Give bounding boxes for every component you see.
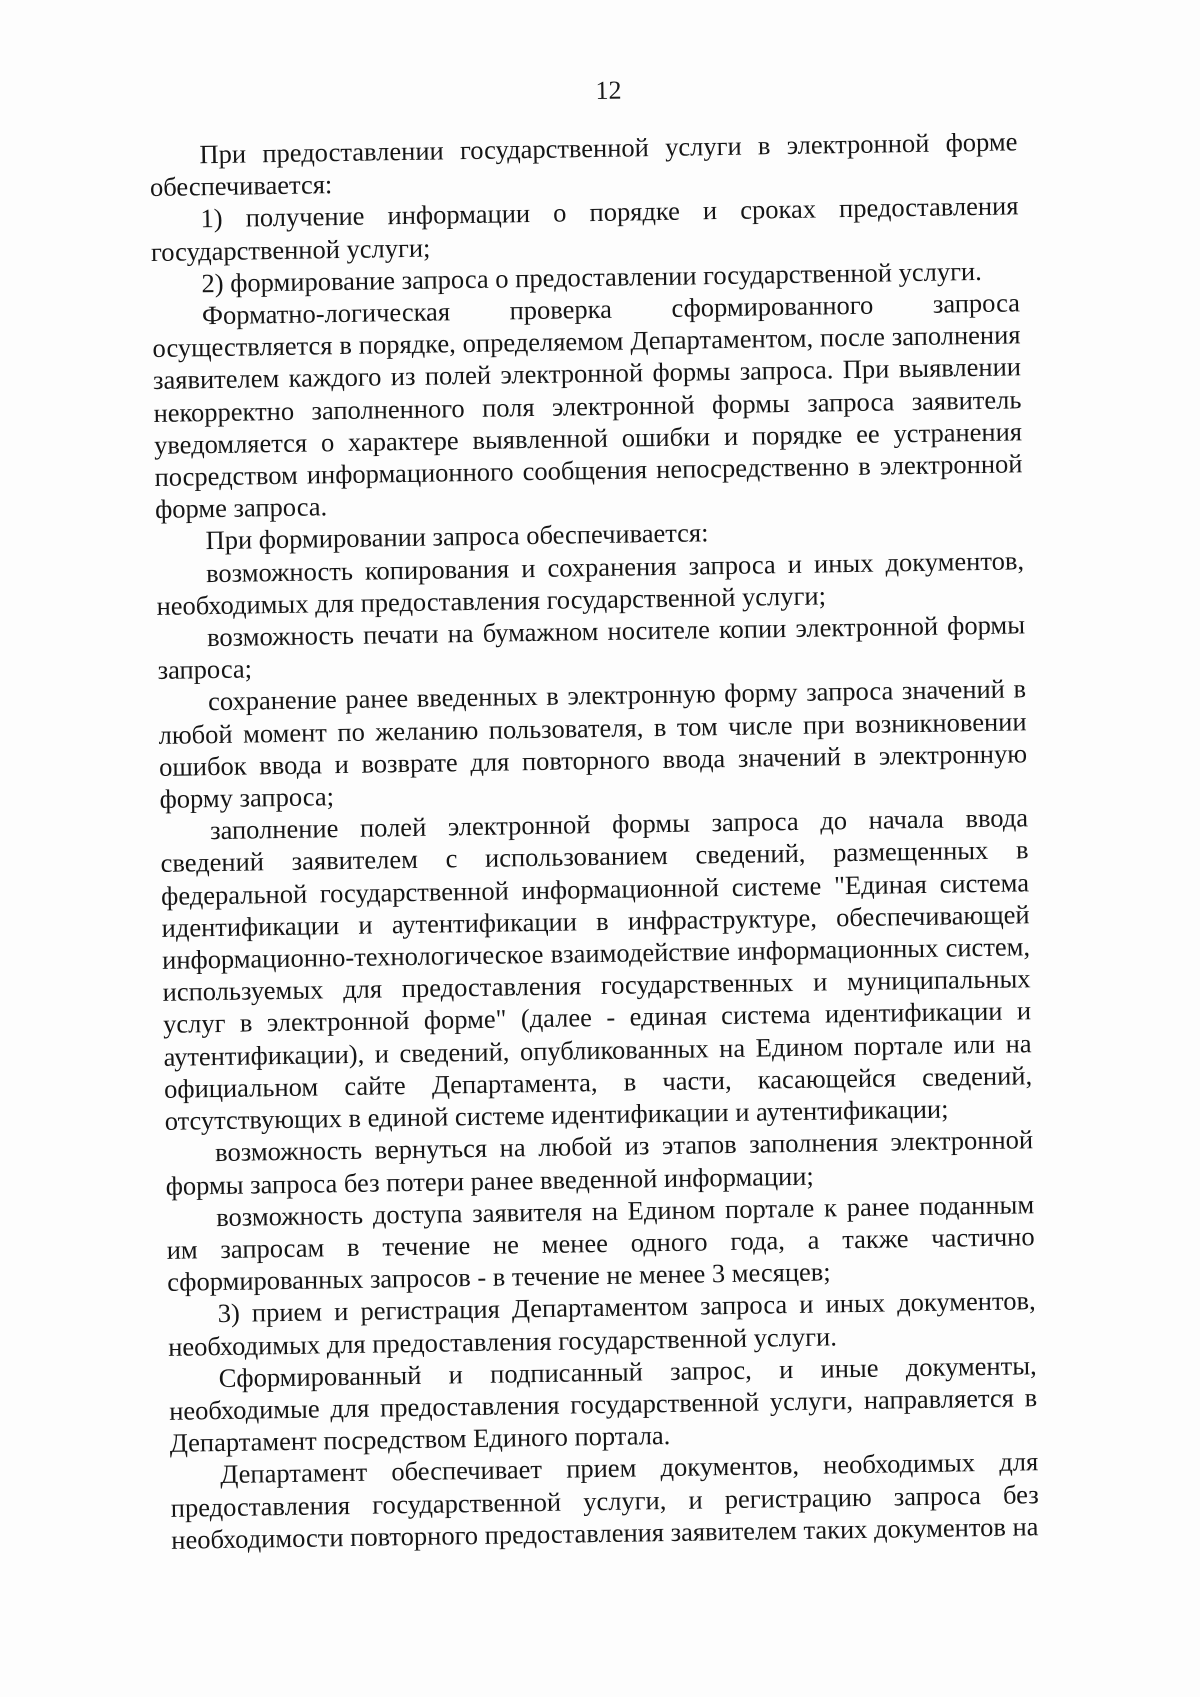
paragraph: сохранение ранее введенных в электронную форму запроса значений в любой момент по желанию пользователя, в том числе при возникновении ошибок ввода и возврате для повторного ввода значений в электронную форму запроса;	[158, 673, 1028, 814]
paragraph: При предоставлении государственной услуги в электронной форме обеспечивается:	[149, 126, 1018, 203]
paragraph: возможность доступа заявителя на Едином портале к ранее поданным им запросам в течение не менее одного года, а также частично сформированных запросов - в течение не менее 3 месяцев;	[166, 1188, 1035, 1297]
paragraph: 1) получение информации о порядке и сроках предоставления государственной услуги;	[150, 190, 1019, 267]
paragraph: возможность вернуться на любой из этапов заполнения электронной формы запроса без потери ранее введенной информации;	[165, 1124, 1034, 1201]
paragraph: Форматно-логическая проверка сформированного запроса осуществляется в порядке, определяемом Департаментом, после заполнения заявителем каждого из полей электронной формы запроса. При выявлении некорректно заполненного поля электронной формы запроса заявитель уведомляется о характере выявленной ошибки и порядке ее устранения посредством информационного сообщения непосредственно в электронной форме запроса.	[152, 287, 1023, 525]
page-number: 12	[595, 75, 622, 105]
paragraph: возможность копирования и сохранения запроса и иных документов, необходимых для предоставления государственной услуги;	[156, 544, 1025, 621]
paragraph: заполнение полей электронной формы запроса до начала ввода сведений заявителем с использованием сведений, размещенных в федеральной государственной информационной системе "Единая система идентификации и аутентификации в инфраструктуре, обеспечивающей информационно-технологическое взаимодействие информационных систем, используемых для предоставления государственных и муниципальных услуг в электронной форме" (далее - единая система идентификации и аутентификации), и сведений, опубликованных на Едином портале или на официальном сайте Департамента, в части, касающейся сведений, отсутствующих в единой системе идентификации и аутентификации;	[160, 802, 1033, 1136]
paragraph: 2) формирование запроса о предоставлении государственной услуги.	[201, 255, 982, 299]
paragraph: возможность печати на бумажном носителе копии электронной формы запроса;	[157, 609, 1026, 686]
paragraph: 3) прием и регистрация Департаментом запроса и иных документов, необходимых для предоставления государственной услуги.	[167, 1285, 1036, 1362]
paragraph: Департамент обеспечивает прием документов, необходимых для предоставления государственной услуги, и регистрацию запроса без необходимости повторного предоставления заявителем таких документов на	[170, 1446, 1039, 1555]
paragraph: При формировании запроса обеспечивается:	[205, 517, 709, 556]
document-body	[149, 125, 1039, 1555]
paragraph: Сформированный и подписанный запрос, и иные документы, необходимые для предоставления государственной услуги, направляется в Департамент посредством Единого портала.	[168, 1349, 1038, 1458]
